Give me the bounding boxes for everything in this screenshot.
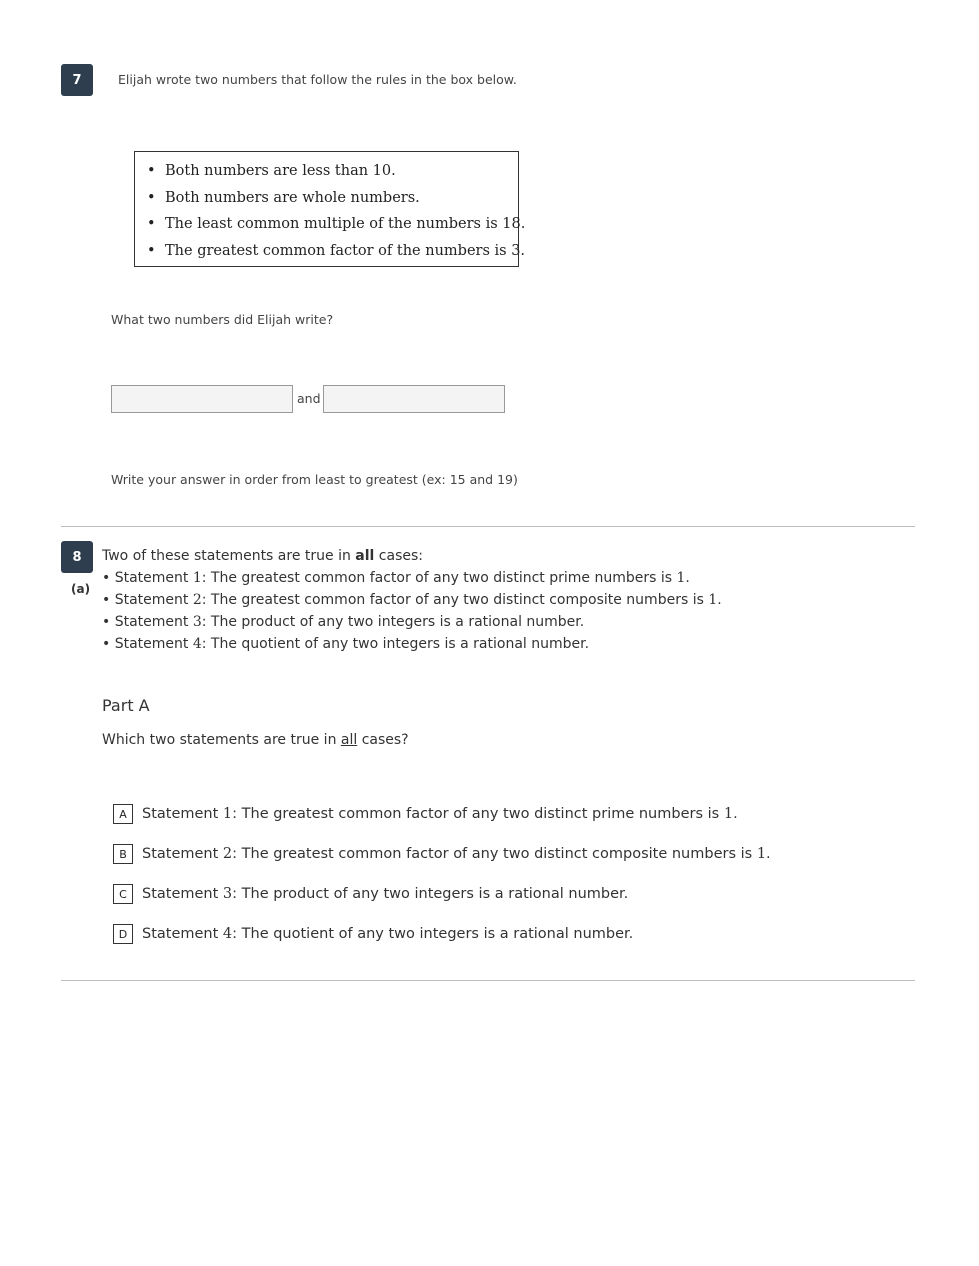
second-number-input[interactable] [323, 385, 505, 413]
statement-line: • Statement 2: The greatest common factor of any two distinct composite numbers is 1. [102, 592, 722, 608]
statement-line: • Statement 4: The quotient of any two integers is a rational number. [102, 636, 590, 652]
question-8-intro: Two of these statements are true in all cases: [102, 548, 423, 564]
option-text: Statement 2: The greatest common factor of any two distinct composite numbers is 1. [142, 846, 771, 862]
question-7-question: What two numbers did Elijah write? [111, 312, 334, 327]
option-text: Statement 1: The greatest common factor of any two distinct prime numbers is 1. [142, 806, 738, 822]
question-7-number-badge: 7 [61, 64, 93, 96]
first-number-input[interactable] [111, 385, 293, 413]
part-a-title: Part A [102, 696, 150, 715]
rule-item: • Both numbers are less than 10. [147, 160, 518, 187]
rule-item: • The greatest common factor of the numbers is 3. [147, 240, 518, 267]
part-label-a: (a) [71, 582, 91, 596]
option-text: Statement 3: The product of any two integers is a rational number. [142, 886, 629, 902]
option-letter-box[interactable]: D [113, 924, 133, 944]
part-a-question: Which two statements are true in all cases? [102, 732, 409, 748]
option-d[interactable] [113, 923, 633, 945]
rules-box [134, 151, 526, 267]
option-letter-box[interactable]: B [113, 844, 133, 864]
option-letter-box[interactable]: C [113, 884, 133, 904]
option-text: Statement 4: The quotient of any two integers is a rational number. [142, 926, 634, 942]
section-divider [61, 526, 915, 527]
question-8-number-badge: 8 [61, 541, 93, 573]
statement-line: • Statement 3: The product of any two integers is a rational number. [102, 614, 585, 630]
option-letter-box[interactable]: A [113, 804, 133, 824]
question-7-prompt: Elijah wrote two numbers that follow the rules in the box below. [118, 72, 517, 87]
statement-line: • Statement 1: The greatest common factor of any two distinct prime numbers is 1. [102, 570, 690, 586]
rule-item: • The least common multiple of the numbers is 18. [147, 213, 518, 240]
option-c[interactable] [113, 883, 628, 905]
and-connector: and [297, 391, 321, 406]
option-b[interactable] [113, 843, 771, 865]
option-a[interactable] [113, 803, 738, 825]
section-divider [61, 980, 915, 981]
answer-instruction: Write your answer in order from least to greatest (ex: 15 and 19) [111, 472, 518, 487]
rule-item: • Both numbers are whole numbers. [147, 187, 518, 214]
